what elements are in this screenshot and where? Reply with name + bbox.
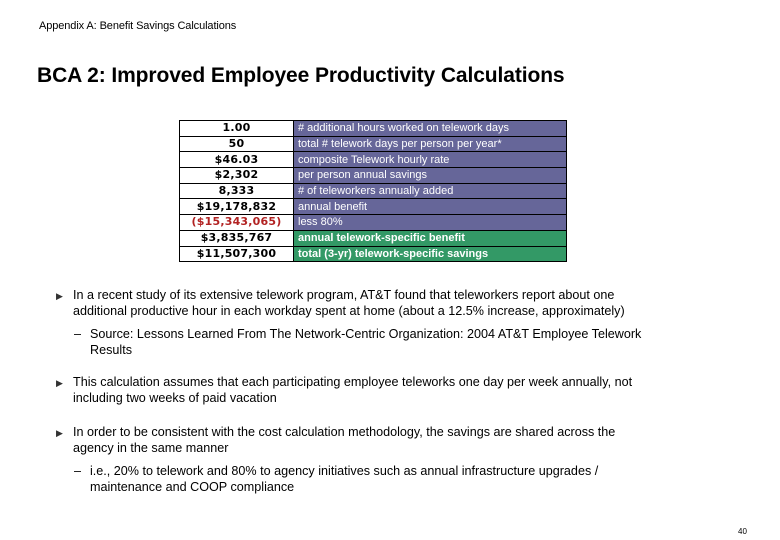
sub-bullet-item	[74, 326, 730, 358]
bullet-text-line: agency in the same manner	[73, 441, 229, 455]
appendix-label: Appendix A: Benefit Savings Calculations	[39, 20, 237, 32]
bullet-item	[56, 374, 733, 406]
label-cell: # additional hours worked on telework days	[294, 121, 567, 137]
bullet-item	[56, 424, 733, 456]
triangle-right-icon: ▶	[56, 291, 63, 301]
label-cell: per person annual savings	[294, 168, 567, 184]
label-cell: # of teleworkers annually added	[294, 183, 567, 199]
bullet-text-line: including two weeks of paid vacation	[73, 391, 277, 405]
highlight-label-cell: annual telework-specific benefit	[294, 230, 567, 246]
sub-bullet-text-line: Results	[90, 343, 132, 357]
value-cell: $2,302	[180, 168, 294, 184]
bullet-text-line: In a recent study of its extensive telework program, AT&T found that teleworkers report about one	[73, 288, 615, 302]
table-row	[180, 136, 567, 152]
sub-bullet-text-line: Source: Lessons Learned From The Network-Centric Organization: 2004 AT&T Employee Telework	[90, 327, 642, 341]
value-cell: 1.00	[180, 121, 294, 137]
value-cell: $11,507,300	[180, 246, 294, 262]
bullet-text-line: additional productive hour in each workday spent at home (about a 12.5% increase, approximately)	[73, 304, 625, 318]
table-row	[180, 215, 567, 231]
sub-bullet-item	[74, 463, 730, 495]
calculation-table	[179, 120, 567, 262]
negative-value-cell: ($15,343,065)	[180, 215, 294, 231]
page-title: BCA 2: Improved Employee Productivity Calculations	[37, 64, 565, 87]
sub-bullet-text-line: maintenance and COOP compliance	[90, 480, 295, 494]
value-cell: $46.03	[180, 152, 294, 168]
label-cell: annual benefit	[294, 199, 567, 215]
value-cell: $3,835,767	[180, 230, 294, 246]
table-row	[180, 121, 567, 137]
highlight-label-cell: total (3-yr) telework-specific savings	[294, 246, 567, 262]
label-cell: total # telework days per person per year*	[294, 136, 567, 152]
dash-icon: –	[74, 464, 82, 478]
table-row	[180, 183, 567, 199]
dash-icon: –	[74, 327, 82, 341]
table-row	[180, 152, 567, 168]
value-cell: 8,333	[180, 183, 294, 199]
bullet-text-line: In order to be consistent with the cost calculation methodology, the savings are shared across the	[73, 425, 616, 439]
label-cell: less 80%	[294, 215, 567, 231]
sub-bullet-text-line: i.e., 20% to telework and 80% to agency initiatives such as annual infrastructure upgrades /	[90, 464, 599, 478]
label-cell: composite Telework hourly rate	[294, 152, 567, 168]
page-number: 40	[738, 527, 747, 536]
table-row	[180, 168, 567, 184]
value-cell: 50	[180, 136, 294, 152]
bullet-item	[56, 287, 733, 319]
table-row	[180, 199, 567, 215]
triangle-right-icon: ▶	[56, 428, 63, 438]
table-row	[180, 230, 567, 246]
triangle-right-icon: ▶	[56, 378, 63, 388]
value-cell: $19,178,832	[180, 199, 294, 215]
bullet-text-line: This calculation assumes that each participating employee teleworks one day per week annually, not	[73, 375, 633, 389]
table-row	[180, 246, 567, 262]
